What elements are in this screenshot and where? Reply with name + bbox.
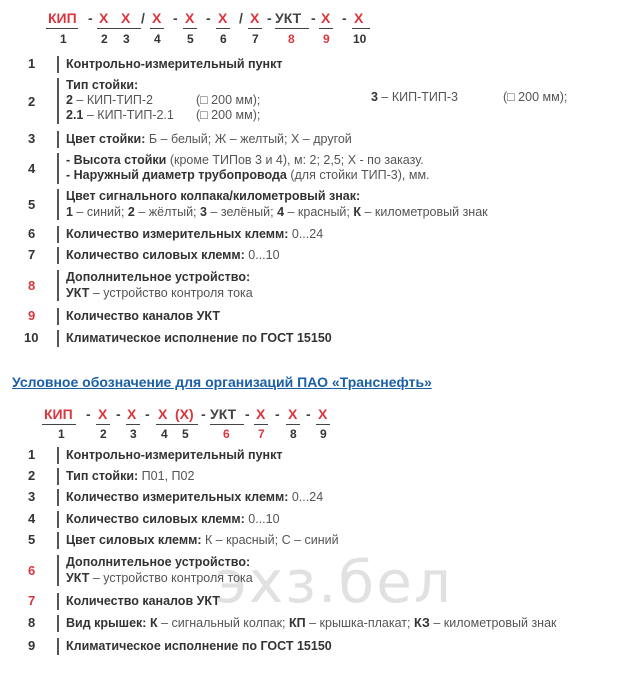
color-code: 3	[200, 205, 207, 219]
item-bar	[57, 226, 59, 243]
color-code: К	[353, 205, 361, 219]
code1-underline	[150, 28, 164, 29]
item-code: УКТ	[66, 571, 90, 585]
color-value: – синий;	[72, 205, 128, 219]
code1-underline	[97, 28, 141, 29]
code1-token: -	[342, 10, 347, 26]
item-title: Дополнительное устройство:	[66, 555, 251, 569]
item-value: 0...24	[288, 490, 324, 504]
code2-token: КИП	[44, 406, 73, 422]
code1-number: 5	[187, 32, 194, 46]
code1-underline	[319, 28, 333, 29]
code2-number: 7	[258, 427, 265, 441]
item-value: (кроме ТИПов 3 и 4), м: 2; 2,5; Х - по заказу.	[166, 153, 424, 167]
item-number: 9	[28, 308, 36, 323]
item-label: Тип стойки:	[66, 469, 139, 483]
code1-number: 10	[353, 32, 367, 46]
code1-number: 8	[288, 32, 295, 46]
item-number: 7	[28, 247, 36, 262]
item-number: 3	[28, 489, 36, 504]
code1-token: /	[141, 10, 145, 26]
code1-underline	[46, 28, 78, 29]
item-number: 3	[28, 131, 36, 146]
code2-underline	[254, 424, 268, 425]
item-number: 1	[28, 447, 36, 462]
item-bar	[57, 247, 59, 264]
code2-token: -	[145, 406, 150, 422]
color-code: 2	[127, 205, 135, 219]
code1-token: -	[311, 10, 316, 26]
code2-token: (Х)	[175, 406, 194, 422]
item-bar	[57, 532, 59, 549]
transneft-heading-link[interactable]: Условное обозначение для организаций ПАО «Транснефть»	[12, 374, 432, 390]
code1-number: 9	[323, 32, 330, 46]
code2-token: УКТ	[210, 406, 237, 422]
cover-code: К	[146, 616, 158, 630]
item-number: 2	[28, 468, 36, 483]
code1-token: КИП	[48, 10, 77, 26]
item-bar	[57, 511, 59, 528]
color-value: – зелёный;	[206, 205, 278, 219]
code1-token: Х	[354, 10, 364, 26]
item-text: Количество каналов УКТ	[66, 309, 220, 323]
item-label: Цвет силовых клемм:	[66, 533, 202, 547]
cover-value: – сигнальный колпак;	[157, 616, 290, 630]
type-code: 3	[371, 90, 378, 104]
color-code: 1	[66, 205, 73, 219]
code2-token: -	[275, 406, 280, 422]
item-bar	[57, 56, 59, 73]
code2-underline	[210, 424, 244, 425]
item-label: Вид крышек:	[66, 616, 147, 630]
item-value: – устройство контроля тока	[89, 571, 253, 585]
code1-token: УКТ	[275, 10, 302, 26]
type-name: – КИП-ТИП-3	[377, 90, 458, 104]
code1-token: Х	[99, 10, 109, 26]
item-title: Дополнительное устройство:	[66, 270, 251, 284]
code2-number: 2	[100, 427, 107, 441]
code1-token: -	[88, 10, 93, 26]
color-code: 4	[277, 205, 285, 219]
code1-token: /	[239, 10, 243, 26]
type-dimension: (□ 200 мм);	[196, 93, 261, 107]
type-name: – КИП-ТИП-2	[72, 93, 153, 107]
code1-number: 6	[220, 32, 227, 46]
code1-token: Х	[121, 10, 131, 26]
code2-number: 3	[130, 427, 137, 441]
color-value: – красный;	[284, 205, 354, 219]
code1-number: 2	[101, 32, 108, 46]
item-bar	[57, 638, 59, 655]
item-number: 5	[28, 532, 36, 547]
item-code: УКТ	[66, 286, 90, 300]
item-label: Количество измерительных клемм:	[66, 227, 289, 241]
code2-underline	[286, 424, 300, 425]
code1-number: 4	[154, 32, 161, 46]
item-number: 5	[28, 197, 36, 212]
item-bar	[57, 447, 59, 464]
code2-token: -	[306, 406, 311, 422]
code2-token: -	[201, 406, 206, 422]
item-bar	[57, 615, 59, 632]
item-bar	[57, 555, 59, 586]
item-bar	[57, 468, 59, 485]
item-bar	[57, 270, 59, 301]
code1-token: Х	[250, 10, 260, 26]
code2-number: 1	[58, 427, 65, 441]
item-number: 8	[28, 278, 36, 293]
item-title: Тип стойки:	[66, 78, 139, 92]
item-value: – устройство контроля тока	[89, 286, 253, 300]
item-number: 1	[28, 56, 36, 71]
item-value: Б – белый; Ж – желтый; Х – другой	[145, 132, 352, 146]
item-number: 4	[28, 511, 36, 526]
item-bar	[57, 78, 59, 124]
code1-token: Х	[185, 10, 195, 26]
code2-number: 4	[161, 427, 168, 441]
type-code: 2.1	[66, 108, 84, 122]
code2-number: 5	[182, 427, 189, 441]
item-title: Цвет сигнального колпака/километровый знак:	[66, 189, 361, 203]
item-bar	[57, 489, 59, 506]
type-code: 2	[66, 93, 73, 107]
item-value: 0...10	[244, 248, 280, 262]
cover-value: – километровый знак	[429, 616, 557, 630]
code1-token: Х	[321, 10, 331, 26]
code2-token: -	[245, 406, 250, 422]
item-text: Климатическое исполнение по ГОСТ 15150	[66, 331, 332, 345]
code2-token: Х	[288, 406, 298, 422]
item-bar	[57, 593, 59, 610]
item-bar	[57, 308, 59, 325]
cover-value: – крышка-плакат;	[305, 616, 414, 630]
code1-token: Х	[152, 10, 162, 26]
code2-token: -	[116, 406, 121, 422]
item-bar	[57, 330, 59, 347]
code2-token: Х	[127, 406, 137, 422]
item-text: Контрольно-измерительный пункт	[66, 57, 283, 71]
code2-token: Х	[318, 406, 328, 422]
item-value: К – красный; С – синий	[201, 533, 339, 547]
item-text: Климатическое исполнение по ГОСТ 15150	[66, 639, 332, 653]
item-number: 8	[28, 615, 36, 630]
code1-number: 3	[123, 32, 130, 46]
item-label: Цвет стойки:	[66, 132, 146, 146]
item-number: 10	[24, 330, 39, 345]
cover-code: КЗ	[413, 616, 430, 630]
type-dimension: (□ 200 мм);	[196, 108, 261, 122]
code2-underline	[42, 424, 76, 425]
code2-underline	[96, 424, 110, 425]
item-label: Количество силовых клемм:	[66, 248, 245, 262]
code2-underline	[126, 424, 140, 425]
code1-token: -	[267, 10, 272, 26]
code1-underline	[216, 28, 230, 29]
item-bar	[57, 189, 59, 220]
item-text: Контрольно-измерительный пункт	[66, 448, 283, 462]
color-value: – жёлтый;	[134, 205, 201, 219]
type-name: – КИП-ТИП-2.1	[83, 108, 174, 122]
code2-token: Х	[158, 406, 168, 422]
item-number: 6	[28, 226, 36, 241]
code1-token: -	[206, 10, 211, 26]
code2-number: 8	[290, 427, 297, 441]
item-value: П01, П02	[138, 469, 195, 483]
color-value: – километровый знак	[361, 205, 488, 219]
watermark: эхз.бел	[215, 548, 453, 616]
code2-number: 9	[320, 427, 327, 441]
code1-underline	[275, 28, 309, 29]
item-value: 0...24	[288, 227, 324, 241]
code2-underline	[156, 424, 198, 425]
code2-number: 6	[223, 427, 230, 441]
item-number: 7	[28, 593, 36, 608]
code1-underline	[352, 28, 370, 29]
code1-underline	[248, 28, 262, 29]
type-dimension: (□ 200 мм);	[503, 90, 568, 104]
cover-code: КП	[289, 616, 306, 630]
code1-token: Х	[218, 10, 228, 26]
item-bar	[57, 131, 59, 148]
code2-token: Х	[98, 406, 108, 422]
item-number: 9	[28, 638, 36, 653]
item-value: 0...10	[244, 512, 280, 526]
item-text: Количество каналов УКТ	[66, 594, 220, 608]
code1-underline	[183, 28, 197, 29]
code2-token: Х	[256, 406, 266, 422]
item-label: - Высота стойки	[66, 153, 167, 167]
code2-token: -	[86, 406, 91, 422]
item-bar	[57, 153, 59, 184]
code1-token: -	[173, 10, 178, 26]
item-label: Количество силовых клемм:	[66, 512, 245, 526]
item-number: 6	[28, 563, 36, 578]
item-number: 2	[28, 94, 36, 109]
code1-number: 1	[60, 32, 67, 46]
code2-underline	[316, 424, 330, 425]
item-number: 4	[28, 161, 36, 176]
item-label: Количество измерительных клемм:	[66, 490, 289, 504]
item-value: (для стойки ТИП-3), мм.	[286, 168, 430, 182]
code1-number: 7	[252, 32, 259, 46]
item-label: - Наружный диаметр трубопровода	[66, 168, 287, 182]
